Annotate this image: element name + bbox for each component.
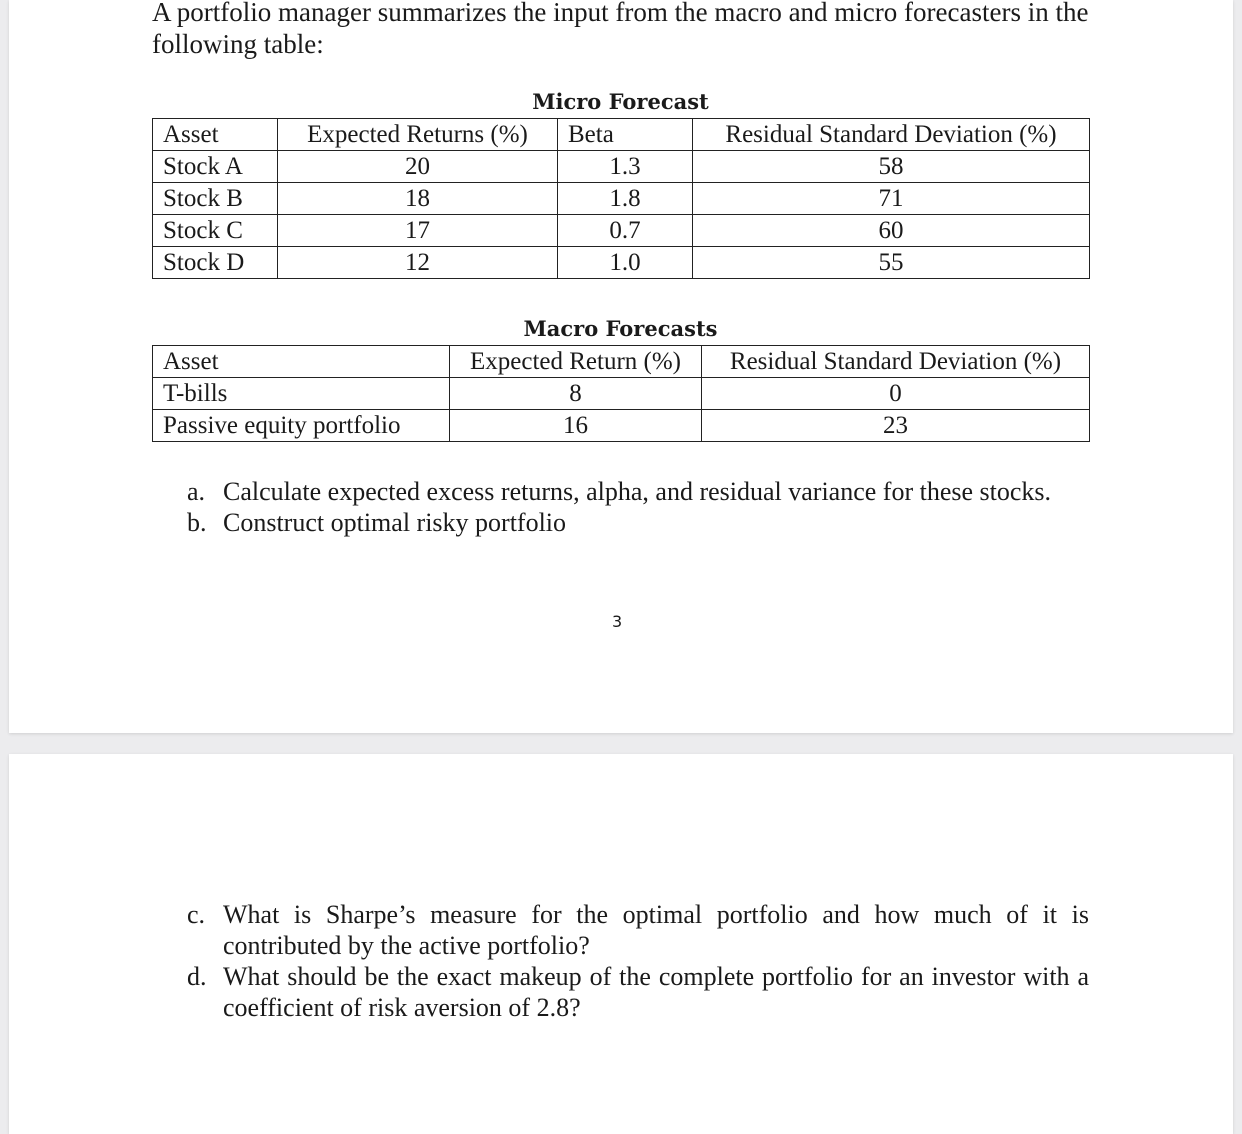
header-cell: Expected Return (%) [450, 346, 702, 378]
expected-return-cell: 12 [278, 247, 558, 279]
asset-cell: Stock D [153, 247, 278, 279]
question-label: d. [187, 962, 207, 991]
asset-cell: Stock C [153, 215, 278, 247]
list-item [187, 476, 1087, 507]
macro-forecasts-table [152, 345, 1090, 442]
list-item [187, 507, 1087, 538]
list-item [187, 899, 1089, 961]
page-number: 3 [612, 612, 623, 631]
question-text: What is Sharpe’s measure for the optimal portfolio and how much of it is contributed by the active portfolio? [223, 900, 1089, 960]
residual-sd-cell: 58 [693, 151, 1090, 183]
document-page-2 [9, 754, 1233, 1134]
beta-cell: 1.3 [558, 151, 693, 183]
asset-cell: Stock B [153, 183, 278, 215]
header-cell: Beta [558, 119, 693, 151]
residual-sd-cell: 23 [702, 410, 1090, 442]
question-text: What should be the exact makeup of the complete portfolio for an investor with a coefficient of risk aversion of 2.8? [223, 962, 1089, 1022]
table-row [153, 410, 1090, 442]
expected-return-cell: 8 [450, 378, 702, 410]
table-row [153, 215, 1090, 247]
residual-sd-cell: 71 [693, 183, 1090, 215]
expected-return-cell: 18 [278, 183, 558, 215]
question-label: a. [187, 477, 206, 506]
table-header-row [153, 119, 1090, 151]
residual-sd-cell: 60 [693, 215, 1090, 247]
header-cell: Expected Returns (%) [278, 119, 558, 151]
table-row [153, 378, 1090, 410]
residual-sd-cell: 0 [702, 378, 1090, 410]
question-text: Calculate expected excess returns, alpha, and residual variance for these stocks. [223, 477, 1052, 506]
question-label: b. [187, 508, 207, 537]
micro-forecast-title: Micro Forecast [532, 89, 709, 114]
questions-list-ab [187, 476, 1087, 538]
micro-forecast-table [152, 118, 1090, 279]
intro-paragraph: A portfolio manager summarizes the input from the macro and micro forecasters in the following table: [152, 0, 1089, 59]
table-row [153, 151, 1090, 183]
list-item [187, 961, 1089, 1023]
asset-cell: Stock A [153, 151, 278, 183]
beta-cell: 1.8 [558, 183, 693, 215]
asset-cell: T-bills [153, 378, 450, 410]
beta-cell: 0.7 [558, 215, 693, 247]
question-label: c. [187, 900, 206, 929]
header-cell: Residual Standard Deviation (%) [693, 119, 1090, 151]
beta-cell: 1.0 [558, 247, 693, 279]
question-text: Construct optimal risky portfolio [223, 508, 567, 537]
macro-forecasts-title: Macro Forecasts [523, 316, 718, 341]
asset-cell: Passive equity portfolio [153, 410, 450, 442]
table-row [153, 183, 1090, 215]
header-cell: Asset [153, 346, 450, 378]
expected-return-cell: 17 [278, 215, 558, 247]
table-row [153, 247, 1090, 279]
questions-list-cd [187, 899, 1089, 1023]
header-cell: Asset [153, 119, 278, 151]
residual-sd-cell: 55 [693, 247, 1090, 279]
document-page-1 [9, 0, 1233, 733]
header-cell: Residual Standard Deviation (%) [702, 346, 1090, 378]
table-header-row [153, 346, 1090, 378]
expected-return-cell: 16 [450, 410, 702, 442]
expected-return-cell: 20 [278, 151, 558, 183]
